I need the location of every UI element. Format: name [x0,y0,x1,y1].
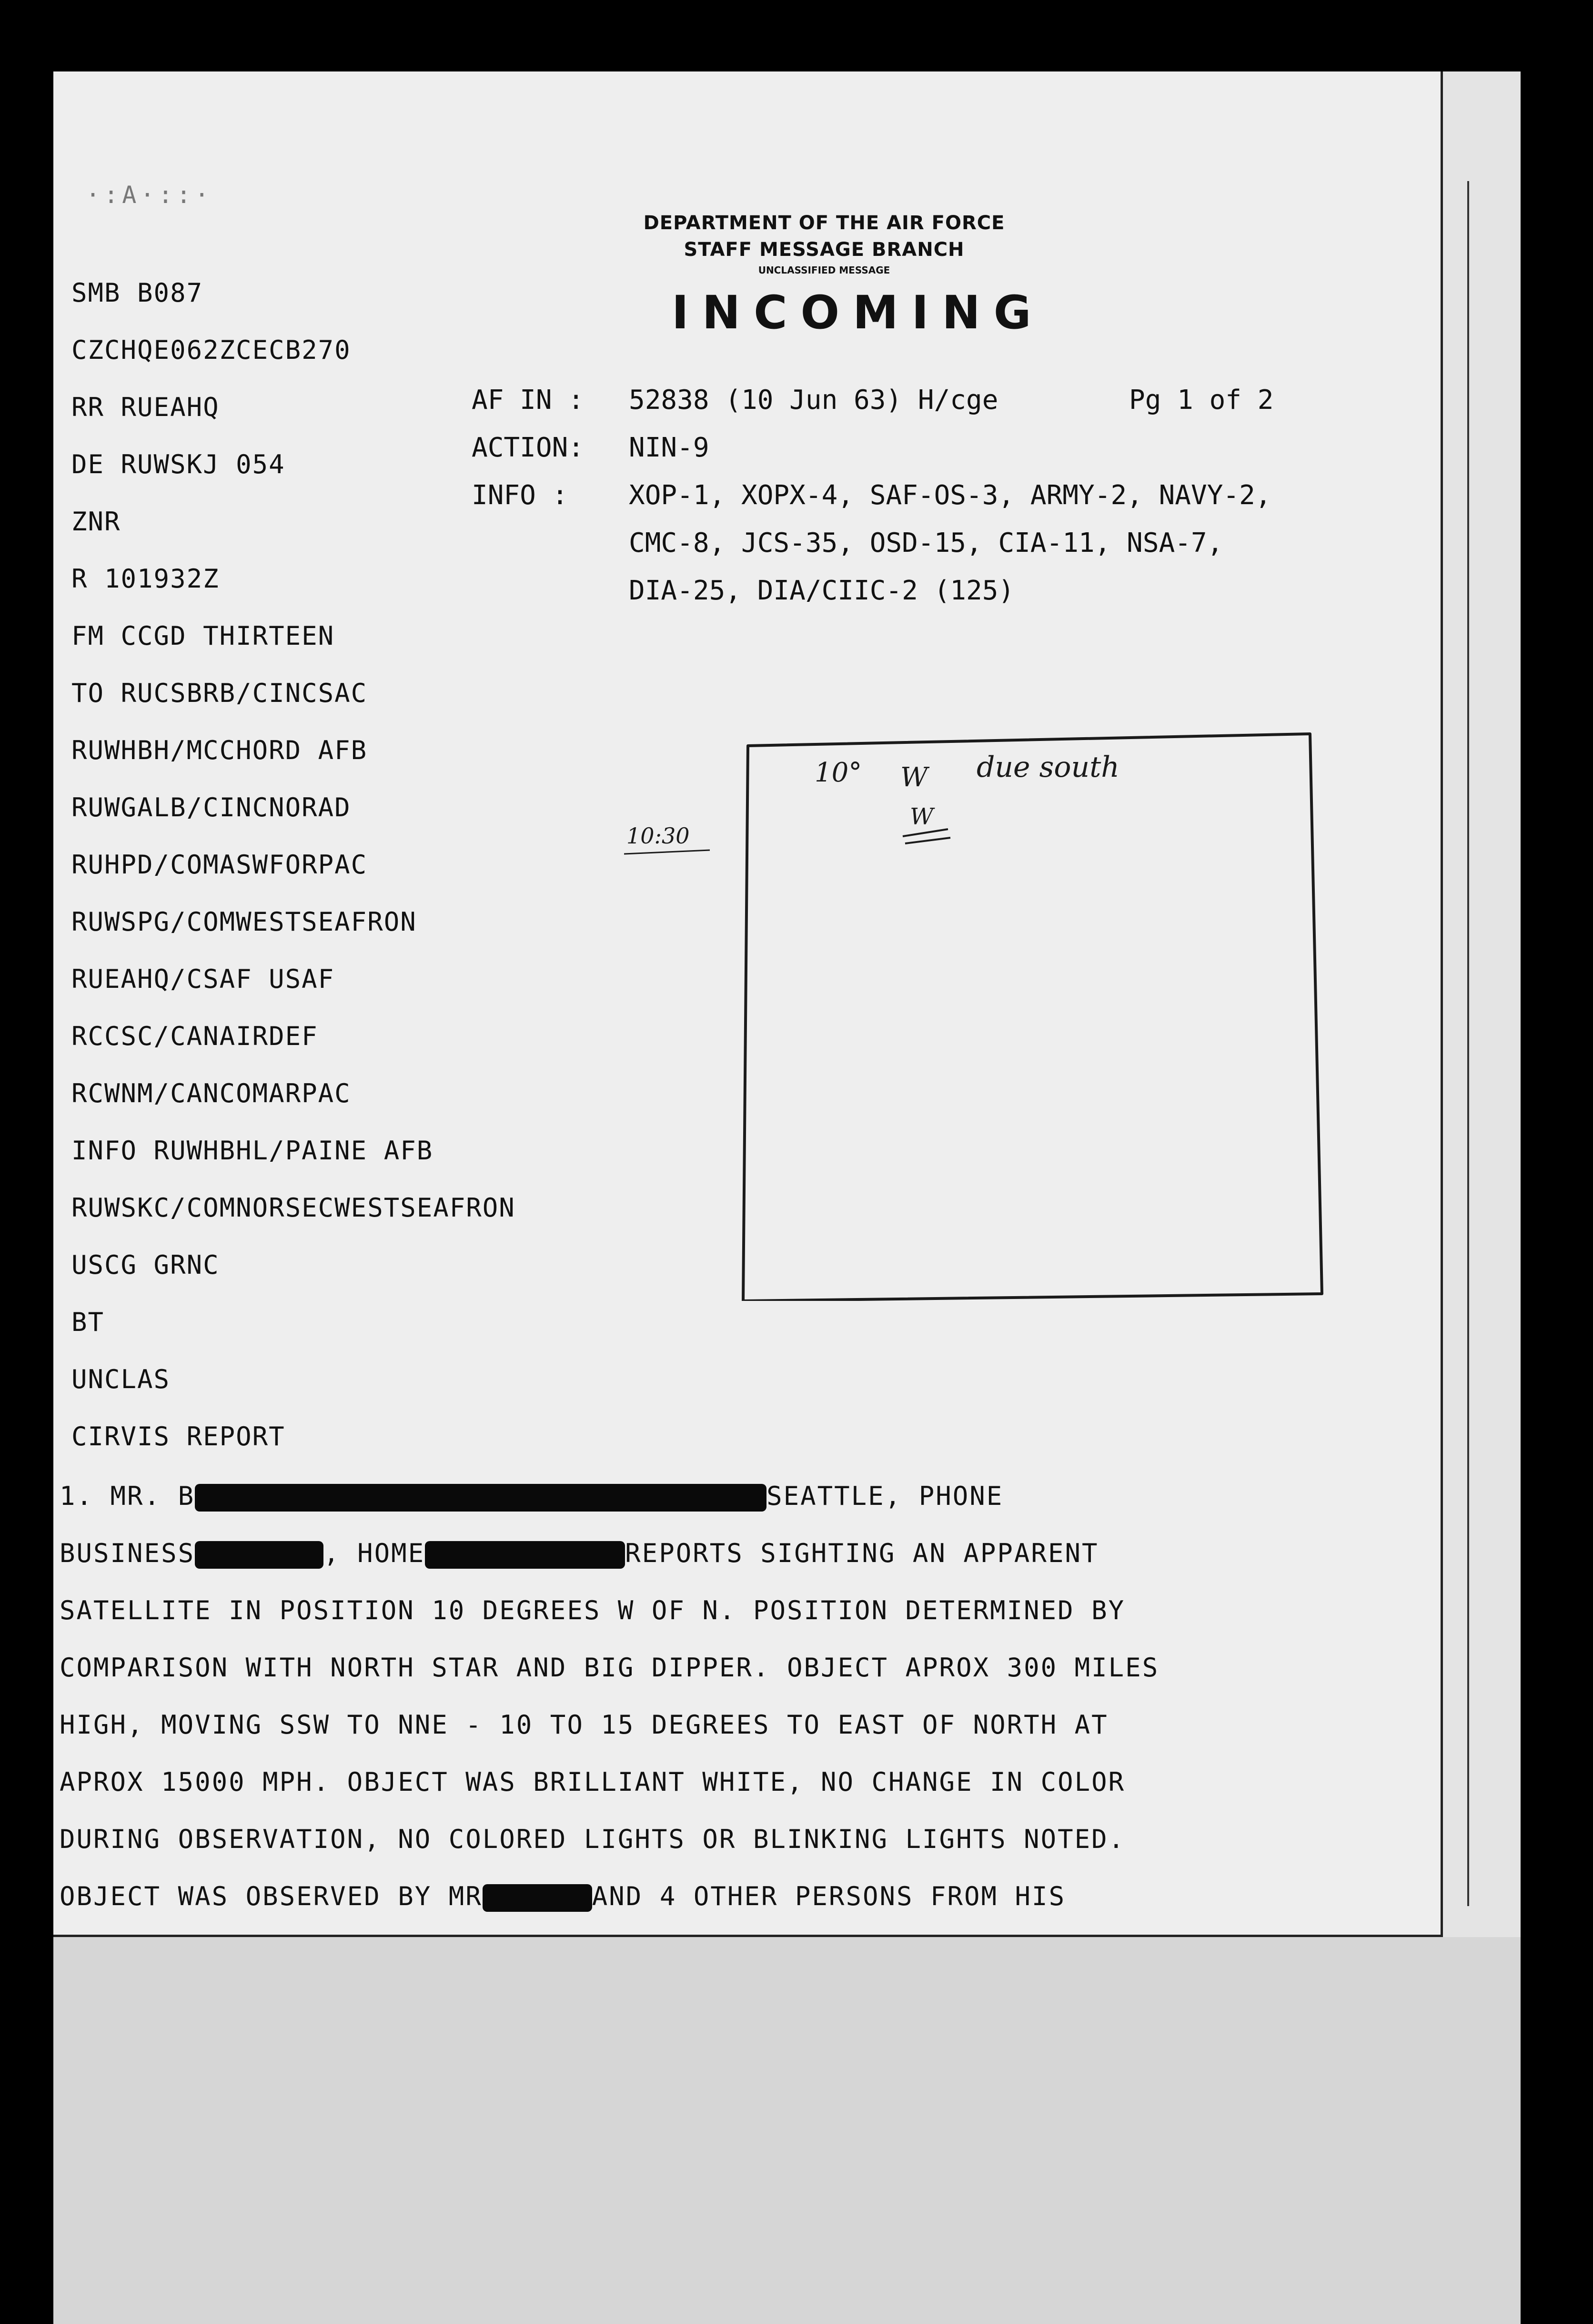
handwritten-symbol: W [900,762,928,793]
routing-line: RR RUEAHQ [71,392,220,422]
routing-line: USCG GRNC [71,1250,220,1280]
redaction-bar [483,1884,592,1912]
handwritten-direction: due south [977,751,1119,784]
info-line-2: CMC-8, JCS-35, OSD-15, CIA-11, NSA-7, [629,528,1223,558]
handwritten-time: 10:30 [626,823,690,849]
info-line-3: DIA-25, DIA/CIIC-2 (125) [629,575,1015,606]
handwritten-under: W [910,803,934,830]
document-header [634,210,1015,277]
department-label: DEPARTMENT OF THE AIR FORCE [643,212,1005,234]
body-line-1 [60,1468,1441,1525]
routing-line: UNCLAS [71,1364,171,1394]
routing-line: BT [71,1307,105,1337]
routing-block [71,264,515,1465]
routing-line: RUHPD/COMASWFORPAC [71,850,368,880]
routing-line: CZCHQE062ZCECB270 [71,335,351,365]
routing-line: R 101932Z [71,564,220,594]
routing-line: DE RUWSKJ 054 [71,449,285,479]
incoming-title: INCOMING [672,286,1045,339]
redaction-bar [195,1484,766,1512]
body-line-8 [60,1868,1441,1925]
body-line-4: COMPARISON WITH NORTH STAR AND BIG DIPPER. OBJECT APROX 300 MILES [60,1653,1159,1683]
body-text-segment: BUSINESS [60,1538,195,1568]
routing-line: INFO RUWHBHL/PAINE AFB [71,1136,434,1166]
info-line-1: XOP-1, XOPX-4, SAF-OS-3, ARMY-2, NAVY-2, [629,480,1271,511]
action-value: NIN-9 [629,432,709,463]
body-text-segment: OBJECT WAS OBSERVED BY MR [60,1881,483,1911]
body-text-segment: 1. MR. B [60,1481,195,1511]
redaction-bar [425,1541,625,1569]
smudge-marks: ·:A·::· [86,181,213,209]
handwritten-time-note [624,820,719,858]
body-line-6: APROX 15000 MPH. OBJECT WAS BRILLIANT WHITE, NO CHANGE IN COLOR [60,1767,1126,1797]
body-line-7: DURING OBSERVATION, NO COLORED LIGHTS OR BLINKING LIGHTS NOTED. [60,1824,1126,1854]
action-label: ACTION: [472,432,585,463]
handdrawn-box [738,729,1324,1301]
info-label: INFO : [472,480,568,511]
redaction-bar [195,1541,323,1569]
page-number: Pg 1 of 2 [1129,385,1274,416]
body-text-segment: AND 4 OTHER PERSONS FROM HIS [592,1881,1066,1911]
routing-line: RUWHBH/MCCHORD AFB [71,735,368,765]
body-line-2 [60,1525,1441,1582]
routing-line: TO RUCSBRB/CINCSAC [71,678,368,708]
af-in-value: 52838 (10 Jun 63) H/cge [629,385,998,416]
report-body [60,1468,1441,1925]
body-text-segment: REPORTS SIGHTING AN APPARENT [625,1538,1099,1568]
branch-label: STAFF MESSAGE BRANCH [684,239,965,261]
routing-line: ZNR [71,507,121,537]
routing-line: SMB B087 [71,278,203,308]
lower-page [53,1937,1521,2324]
routing-line: RCWNM/CANCOMARPAC [71,1078,351,1108]
routing-line: CIRVIS REPORT [71,1421,285,1451]
body-text-segment: SEATTLE, PHONE [766,1481,1004,1511]
routing-line: RUWSPG/COMWESTSEAFRON [71,907,417,937]
routing-line: FM CCGD THIRTEEN [71,621,335,651]
af-in-label: AF IN : [472,385,585,416]
routing-line: RUEAHQ/CSAF USAF [71,964,335,994]
margin-rule [1467,181,1469,1906]
handwritten-degrees: 10° [815,757,862,788]
routing-line: RCCSC/CANAIRDEF [71,1021,318,1051]
body-text-segment: , HOME [323,1538,425,1568]
body-line-5: HIGH, MOVING SSW TO NNE - 10 TO 15 DEGREES TO EAST OF NORTH AT [60,1710,1109,1740]
body-line-3: SATELLITE IN POSITION 10 DEGREES W OF N. POSITION DETERMINED BY [60,1595,1126,1625]
classification-label: UNCLASSIFIED MESSAGE [758,264,890,276]
routing-line: RUWSKC/COMNORSECWESTSEAFRON [71,1193,515,1223]
routing-line: RUWGALB/CINCNORAD [71,792,351,822]
